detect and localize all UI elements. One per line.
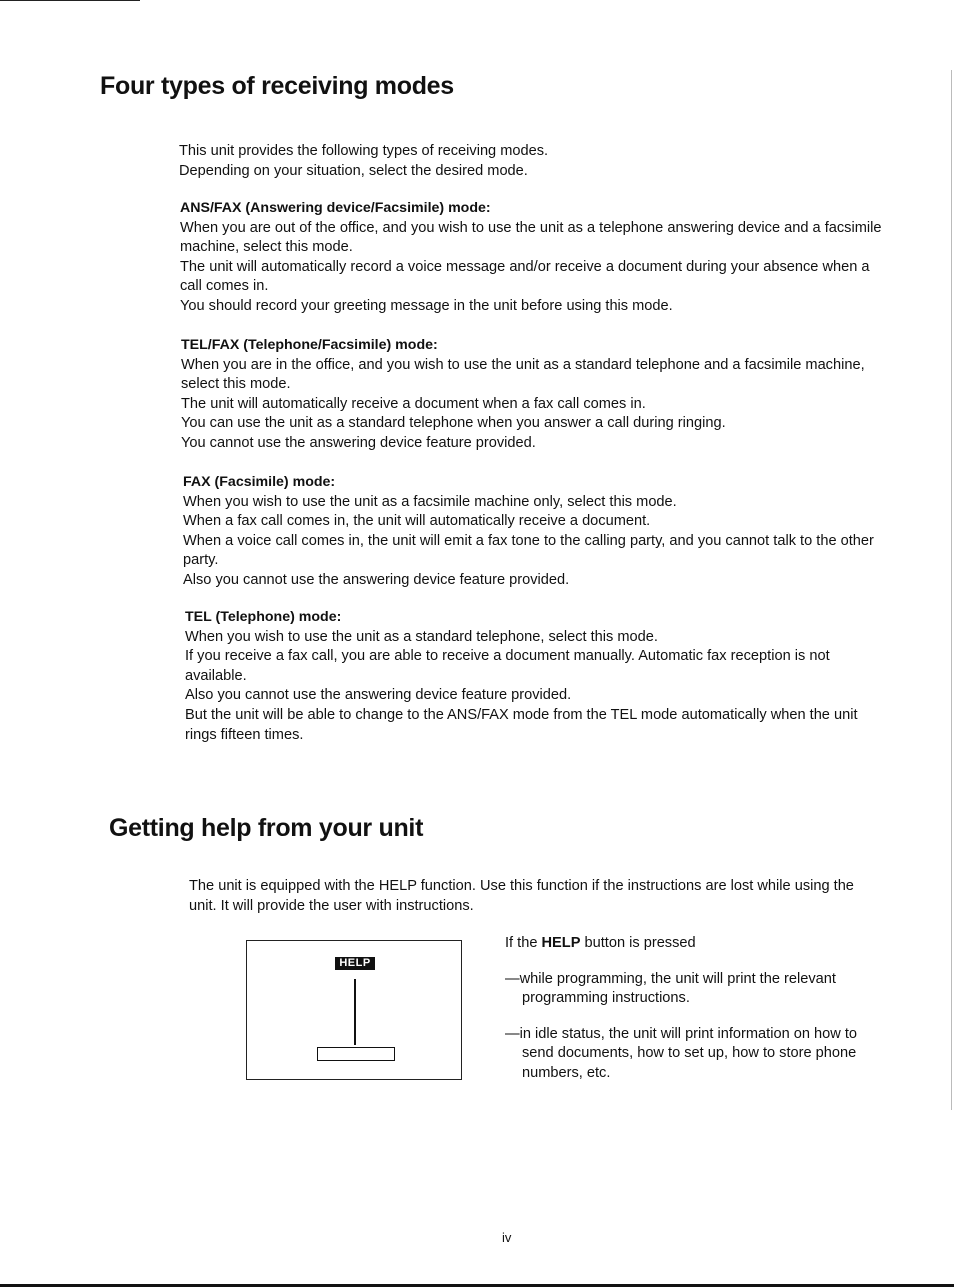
right-margin-line bbox=[951, 70, 952, 1110]
page-number: iv bbox=[502, 1230, 512, 1245]
mode-line: You should record your greeting message in the unit before using this mode. bbox=[180, 297, 673, 314]
mode-line: The unit will automatically record a voice message and/or receive a document during your absence when a call comes in. bbox=[180, 258, 870, 295]
mode-line: When a fax call comes in, the unit will automatically receive a document. bbox=[183, 513, 651, 530]
mode-line: When you wish to use the unit as a facsimile machine only, select this mode. bbox=[183, 493, 677, 510]
mode-fax bbox=[183, 473, 893, 591]
mode-title: ANS/FAX (Answering device/Facsimile) mode: bbox=[180, 200, 491, 216]
bottom-rule bbox=[0, 1284, 954, 1287]
receiving-modes-intro bbox=[179, 142, 879, 181]
mode-line: But the unit will be able to change to the ANS/FAX mode from the TEL mode automatically when the unit rings fifteen times. bbox=[185, 706, 858, 743]
mode-title: TEL/FAX (Telephone/Facsimile) mode: bbox=[181, 337, 438, 353]
mode-line: When you wish to use the unit as a standard telephone, select this mode. bbox=[185, 628, 658, 645]
help-description bbox=[505, 934, 890, 1084]
section-title-help: Getting help from your unit bbox=[109, 814, 424, 842]
mode-tel bbox=[185, 608, 891, 745]
mode-line: When you are in the office, and you wish to use the unit as a standard telephone and a facsimile machine, select this mode. bbox=[181, 356, 865, 393]
mode-title: FAX (Facsimile) mode: bbox=[183, 474, 336, 490]
help-button-label: HELP bbox=[335, 957, 375, 970]
help-item: —while programming, the unit will print the relevant programming instructions. bbox=[505, 970, 836, 1007]
mode-line: If you receive a fax call, you are able to receive a document manually. Automatic fax reception is not available. bbox=[185, 648, 830, 684]
mode-line: Also you cannot use the answering device feature provided. bbox=[183, 571, 570, 588]
help-intro bbox=[189, 877, 867, 916]
mode-line: Also you cannot use the answering device feature provided. bbox=[185, 687, 572, 704]
mode-tel-fax bbox=[181, 336, 887, 454]
help-lead-prefix: If the bbox=[505, 935, 542, 951]
help-button-figure bbox=[246, 940, 462, 1080]
help-lead-suffix: button is pressed bbox=[580, 935, 696, 951]
pointer-line bbox=[354, 979, 356, 1045]
intro-line: This unit provides the following types of receiving modes. bbox=[179, 143, 549, 159]
help-button-icon bbox=[317, 1047, 395, 1061]
mode-line: The unit will automatically receive a document when a fax call comes in. bbox=[181, 395, 646, 412]
help-lead-bold: HELP bbox=[541, 935, 581, 951]
intro-line: Depending on your situation, select the desired mode. bbox=[179, 162, 528, 179]
top-rule bbox=[0, 0, 140, 1]
mode-line: You can use the unit as a standard telephone when you answer a call during ringing. bbox=[181, 415, 726, 432]
mode-title: TEL (Telephone) mode: bbox=[185, 609, 342, 625]
section-title-receiving-modes: Four types of receiving modes bbox=[100, 72, 454, 100]
mode-line: When you are out of the office, and you wish to use the unit as a telephone answering device and a facsimile machine, select this mode. bbox=[180, 219, 882, 256]
mode-ans-fax bbox=[180, 199, 886, 317]
mode-line: You cannot use the answering device feature provided. bbox=[181, 434, 536, 451]
help-item: —in idle status, the unit will print information on how to send documents, how to set up, how to store phone numbers, etc. bbox=[505, 1025, 858, 1081]
mode-line: When a voice call comes in, the unit will emit a fax tone to the calling party, and you cannot talk to the other party. bbox=[183, 532, 874, 569]
help-lead bbox=[505, 934, 890, 954]
help-intro-text: The unit is equipped with the HELP function. Use this function if the instructions are lost while using the unit. It will provide the user with instructions. bbox=[189, 878, 854, 914]
